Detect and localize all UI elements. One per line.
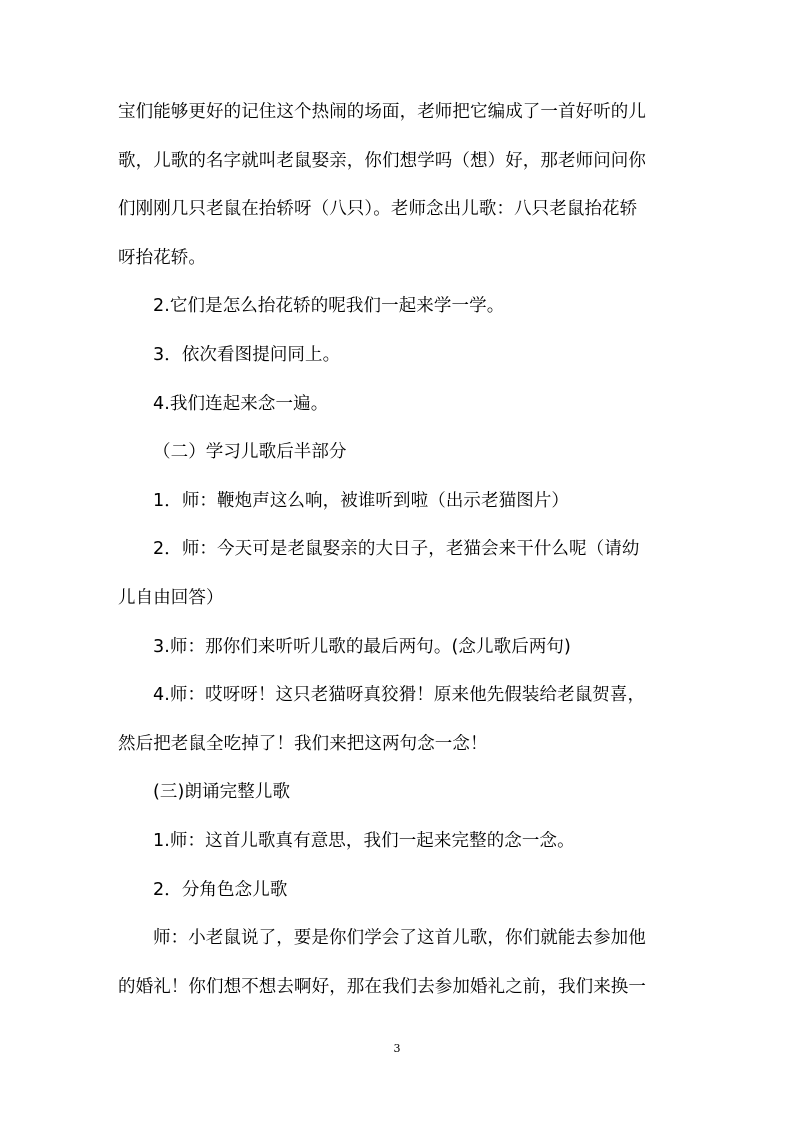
paragraph-line: 2．师：今天可是老鼠娶亲的大日子，老猫会来干什么呢（请幼 (153, 539, 640, 560)
paragraph-line: 的婚礼！你们想不想去啊好，那在我们去参加婚礼之前，我们来换一 (118, 976, 646, 997)
section-heading: (三)朗诵完整儿歌 (153, 782, 291, 803)
page-number: 3 (393, 1042, 401, 1055)
paragraph-line: 4.我们连起来念一遍。 (153, 393, 329, 414)
paragraph-line: 3．依次看图提问同上。 (153, 344, 341, 365)
document-body (118, 88, 678, 1011)
paragraph-line: 然后把老鼠全吃掉了！我们来把这两句念一念！ (118, 733, 488, 754)
section-heading: （二）学习儿歌后半部分 (153, 442, 347, 463)
paragraph-line: 1.师：这首儿歌真有意思，我们一起来完整的念一念。 (153, 830, 575, 851)
paragraph-line: 儿自由回答） (118, 587, 224, 608)
paragraph-line: 歌，儿歌的名字就叫老鼠娶亲，你们想学吗（想）好，那老师问问你 (118, 150, 646, 171)
paragraph-line: 宝们能够更好的记住这个热闹的场面，老师把它编成了一首好听的儿 (118, 102, 646, 122)
paragraph-line: 4.师：哎呀呀！这只老猫呀真狡猾！原来他先假装给老鼠贺喜， (153, 685, 646, 706)
paragraph-line: 们刚刚几只老鼠在抬轿呀（八只）。老师念出儿歌：八只老鼠抬花轿 (118, 199, 638, 220)
paragraph-line: 师：小老鼠说了，要是你们学会了这首儿歌，你们就能去参加他 (153, 928, 646, 949)
paragraph-line: 2．分角色念儿歌 (153, 879, 288, 900)
paragraph-line: 呀抬花轿。 (118, 247, 206, 268)
paragraph-line: 3.师：那你们来听听儿歌的最后两句。(念儿歌后两句) (153, 636, 571, 657)
paragraph-line: 1．师：鞭炮声这么响，被谁听到啦（出示老猫图片） (153, 490, 570, 511)
paragraph-line: 2.它们是怎么抬花轿的呢我们一起来学一学。 (153, 296, 505, 317)
